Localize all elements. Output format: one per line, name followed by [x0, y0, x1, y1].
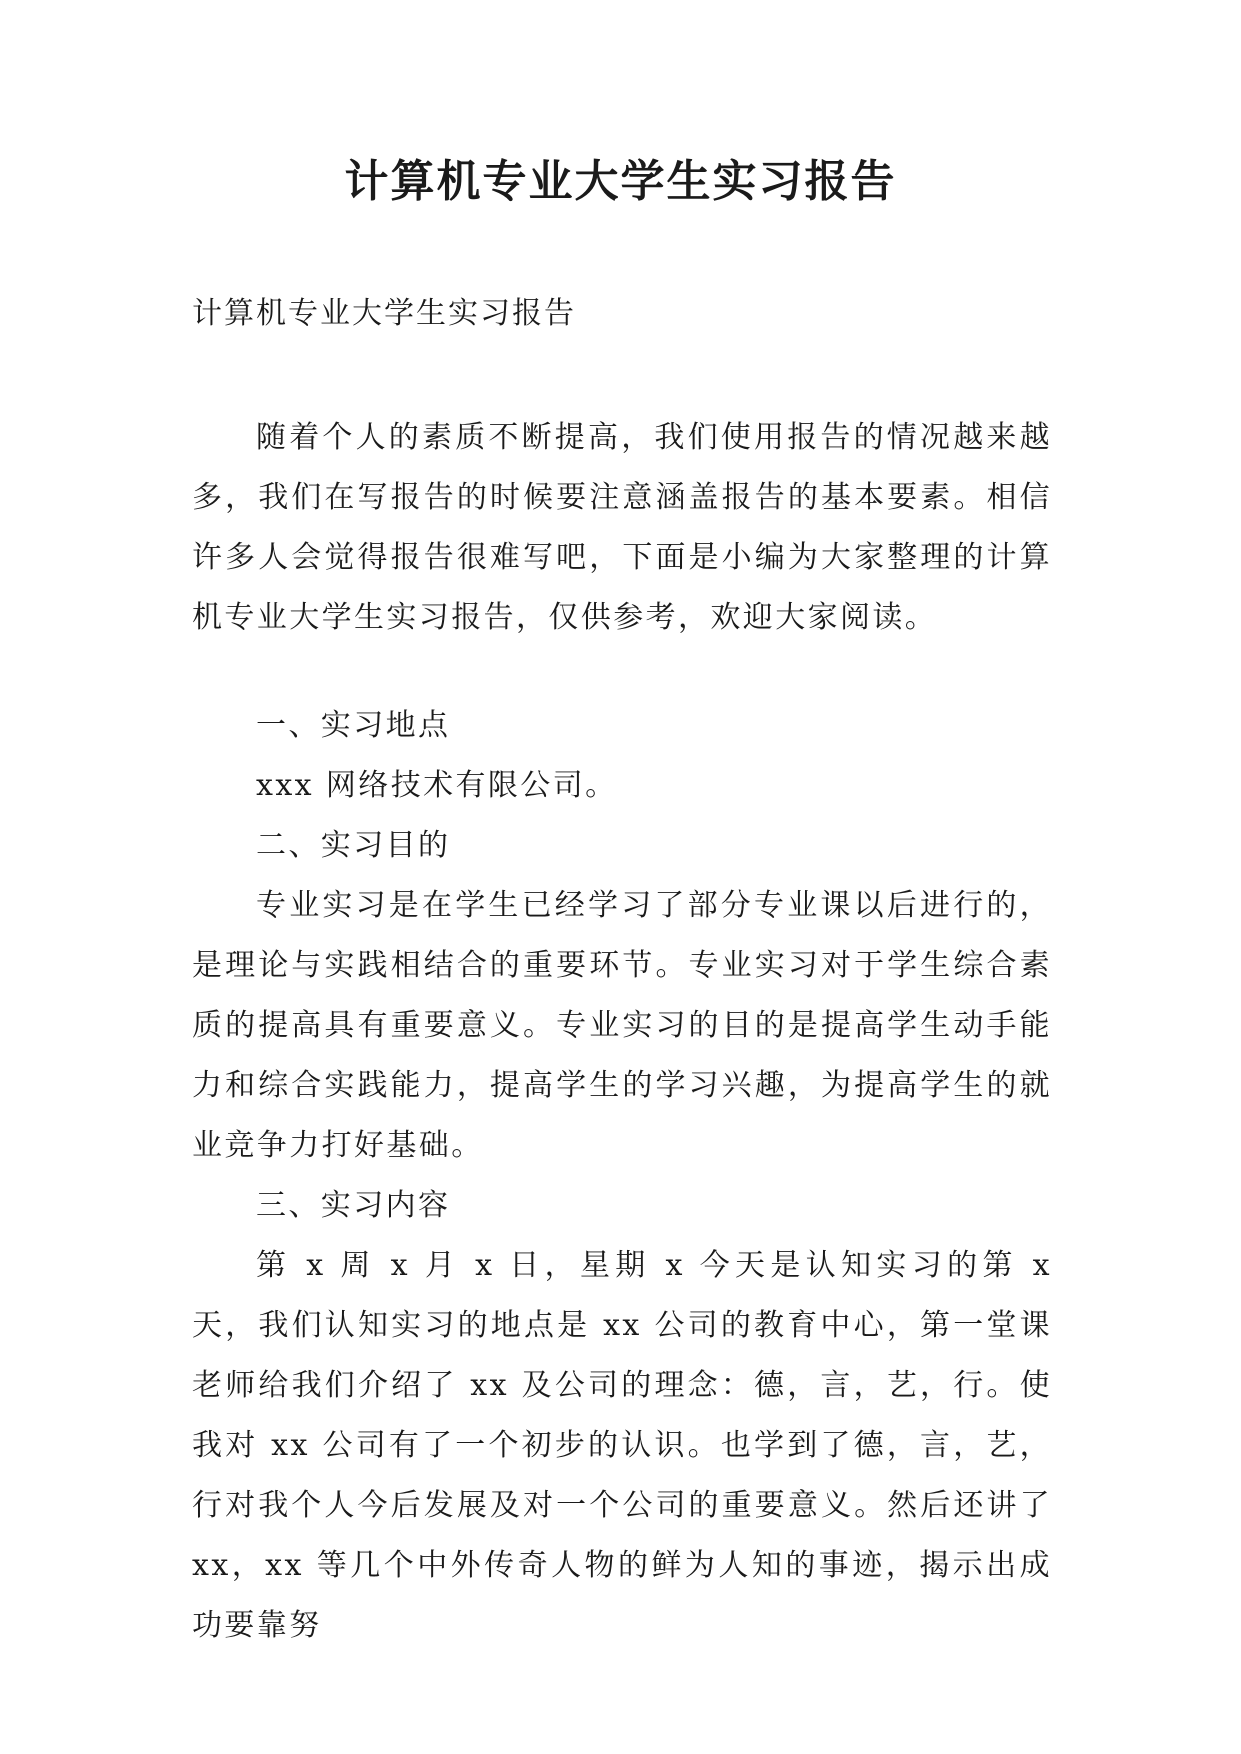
section-heading-content: 三、实习内容: [256, 1188, 451, 1223]
section-heading-location: 一、实习地点: [256, 708, 451, 743]
document-subtitle: 计算机专业大学生实习报告: [192, 296, 576, 331]
section-heading-purpose: 二、实习目的: [256, 828, 451, 863]
document-title: 计算机专业大学生实习报告: [344, 156, 897, 207]
sections-block: [192, 696, 1052, 1656]
section-text-purpose: 专业实习是在学生已经学习了部分专业课以后进行的，是理论与实践相结合的重要环节。专业实习对于学生综合素质的提高具有重要意义。专业实习的目的是提高学生动手能力和综合实践能力，提高学生的学习兴趣，为提高学生的就业竞争力打好基础。: [192, 888, 1052, 1163]
section-text-content: 第 x 周 x 月 x 日，星期 x 今天是认知实习的第 x 天，我们认知实习的地点是 xx 公司的教育中心，第一堂课老师给我们介绍了 xx 及公司的理念：德，言，艺，行。使我对 xx 公司有了一个初步的认识。也学到了德，言，艺，行对我个人今后发展及对一个公司的重要意义。然后还讲了 xx，xx 等几个中外传奇人物的鲜为人知的事迹，揭示出成功要靠努: [192, 1248, 1052, 1643]
intro-paragraph: 随着个人的素质不断提高，我们使用报告的情况越来越多，我们在写报告的时候要注意涵盖报告的基本要素。相信许多人会觉得报告很难写吧，下面是小编为大家整理的计算机专业大学生实习报告，仅供参考，欢迎大家阅读。: [192, 420, 1052, 635]
intro-block: [192, 408, 1052, 648]
section-text-location: xxx 网络技术有限公司。: [256, 768, 618, 803]
